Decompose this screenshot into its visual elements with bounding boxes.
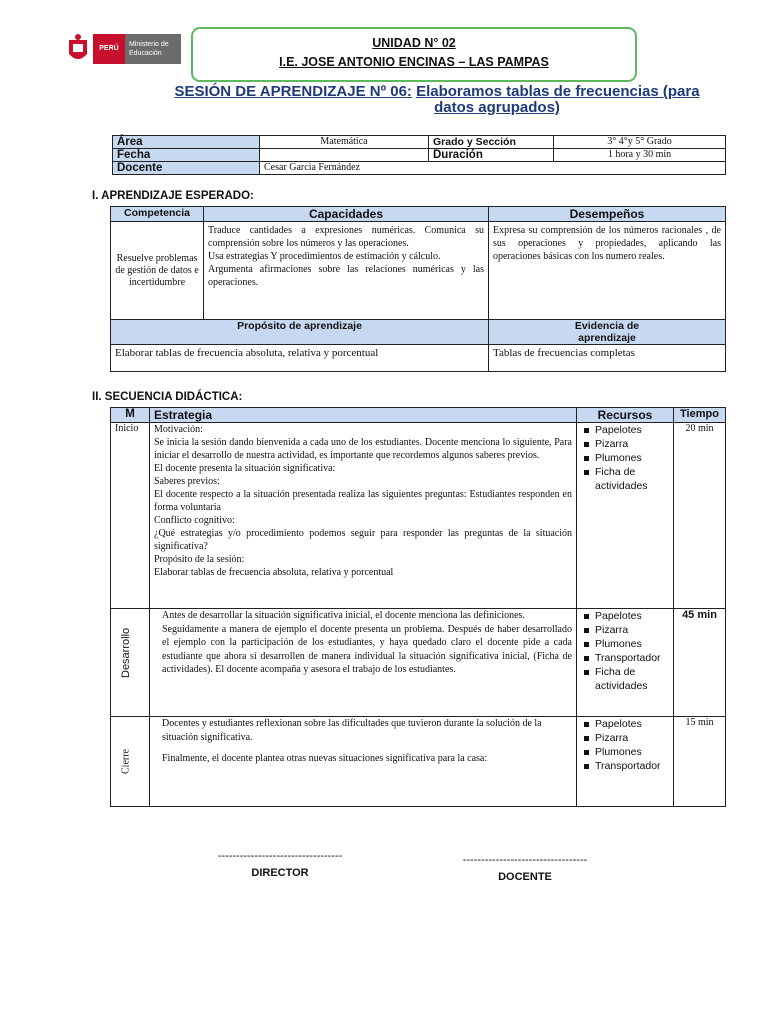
fecha-value xyxy=(260,149,429,162)
evidencia-cell: Tablas de frecuencias completas xyxy=(489,345,726,372)
fecha-label: Fecha xyxy=(113,149,260,162)
logo-ministerio-text: Ministerio de Educación xyxy=(129,41,169,57)
cierre-strategy xyxy=(150,717,577,807)
desarrollo-time: 45 min xyxy=(674,609,726,717)
m-header: M xyxy=(111,408,150,423)
institution-name: I.E. JOSE ANTONIO ENCINAS – LAS PAMPAS xyxy=(279,55,549,69)
inicio-strategy xyxy=(150,423,577,609)
docente-signature-line: ---------------------------------- xyxy=(462,854,588,866)
resource-item: Ficha de actividades xyxy=(595,665,669,693)
desempenos-header: Desempeños xyxy=(489,207,726,222)
cierre-time: 15 min xyxy=(674,717,726,807)
desarrollo-resources xyxy=(577,609,674,717)
capacidad-2: Usa estrategias Y procedimientos de estimación y cálculo. xyxy=(208,251,441,262)
section1-heading: I. APRENDIZAJE ESPERADO: xyxy=(92,190,254,202)
cierre-label-cell xyxy=(111,717,150,807)
director-label: DIRECTOR xyxy=(251,867,309,879)
area-value: Matemática xyxy=(260,136,429,149)
desarrollo-label: Desarrollo xyxy=(120,627,132,678)
resource-item: Transportador xyxy=(595,651,669,665)
inicio-line-6: Conflicto cognitivo: xyxy=(154,515,235,526)
logo-peru-text: PERÚ xyxy=(93,34,125,64)
coat-of-arms-icon xyxy=(65,32,91,66)
inicio-line-4: Saberes previos: xyxy=(154,476,220,487)
unidad-title: UNIDAD N° 02 xyxy=(372,36,456,50)
docente-signature-label: DOCENTE xyxy=(498,871,552,883)
ministry-logo xyxy=(65,30,183,68)
cierre-line-2: Finalmente, el docente plantea otras nuevas situaciones significativa para la casa: xyxy=(162,753,488,764)
capacidades-cell xyxy=(204,222,489,320)
resource-item: Pizarra xyxy=(595,437,669,451)
session-title-prefix: SESIÓN DE APRENDIZAJE Nº 06: xyxy=(174,83,412,100)
capacidades-header: Capacidades xyxy=(204,207,489,222)
desarrollo-strategy xyxy=(150,609,577,717)
inicio-label: Inicio xyxy=(111,423,150,609)
proposito-cell: Elaborar tablas de frecuencia absoluta, relativa y porcentual xyxy=(111,345,489,372)
competencia-header: Competencia xyxy=(111,207,204,222)
inicio-line-8: Propósito de la sesión: xyxy=(154,554,245,565)
proposito-header: Propósito de aprendizaje xyxy=(111,320,489,345)
resource-item: Papelotes xyxy=(595,423,669,437)
desarrollo-line-2: Seguidamente a manera de ejemplo el docente presenta un problema. Después de haber desarrollado el ejemplo con la participación de los estudiantes, y haya quedado claro el docente pide a cada estudiante que ahora sí desarrollen de manera individual la situación significativa inicial, (Ficha de actividades). El docente acompaña y asesora el trabajo de los estudiantes. xyxy=(162,623,572,675)
resource-item: Ficha de actividades xyxy=(595,465,669,493)
section2-heading: II. SECUENCIA DIDÁCTICA: xyxy=(92,391,243,403)
inicio-line-9: Elaborar tablas de frecuencia absoluta, relativa y porcentual xyxy=(154,567,394,578)
desempenos-cell: Expresa su comprensión de los números racionales , de sus operaciones y propiedades, aplicando las operaciones básicas con los numero reales. xyxy=(489,222,726,320)
learning-table xyxy=(110,206,726,372)
info-table xyxy=(112,135,726,175)
capacidad-3: Argumenta afirmaciones sobre las relaciones numéricas y las operaciones. xyxy=(208,264,484,288)
resource-item: Papelotes xyxy=(595,609,669,623)
cierre-line-1: Docentes y estudiantes reflexionan sobre las dificultades que tuvieron durante la solución de la situación significativa. xyxy=(162,718,542,743)
competencia-cell: Resuelve problemas de gestión de datos e incertidumbre xyxy=(111,222,204,320)
resource-item: Pizarra xyxy=(595,731,669,745)
session-title-rest: Elaboramos tablas de frecuencias (para xyxy=(416,83,700,100)
evidencia-header: Evidencia de aprendizaje xyxy=(489,320,726,345)
session-title xyxy=(152,84,722,116)
resource-item: Pizarra xyxy=(595,623,669,637)
inicio-line-7: ¿Qué estrategias y/o procedimiento podemos seguir para responder las preguntas de la situación significativa? xyxy=(154,528,572,552)
inicio-line-3: El docente presenta la situación significativa: xyxy=(154,463,336,474)
duracion-value: 1 hora y 30 min xyxy=(554,149,726,162)
inicio-time: 20 min xyxy=(674,423,726,609)
area-label: Área xyxy=(113,136,260,149)
cierre-label: Cierre xyxy=(120,749,132,774)
docente-label: Docente xyxy=(113,162,260,175)
didactic-sequence-table xyxy=(110,407,726,807)
director-signature-line: ---------------------------------- xyxy=(217,850,343,862)
duracion-label: Duración xyxy=(429,149,554,162)
inicio-resources xyxy=(577,423,674,609)
tiempo-header: Tiempo xyxy=(674,408,726,423)
inicio-line-5: El docente respecto a la situación presentada realiza las siguientes preguntas: Estudiantes responden en forma voluntaria xyxy=(154,489,572,513)
inicio-line-2: Se inicia la sesión dando bienvenida a cada uno de los estudiantes. Docente menciona lo siguiente, Para iniciar el desarrollo de nuestra actividad, es importante que recordemos algunos saberes previos. xyxy=(154,437,572,461)
recursos-header: Recursos xyxy=(577,408,674,423)
resource-item: Transportador xyxy=(595,759,669,773)
resource-item: Plumones xyxy=(595,637,669,651)
capacidad-1: Traduce cantidades a expresiones numéricas. Comunica su comprensión sobre los números y las operaciones. xyxy=(208,225,484,249)
desarrollo-label-cell xyxy=(111,609,150,717)
resource-item: Papelotes xyxy=(595,717,669,731)
grado-value: 3° 4°y 5° Grado xyxy=(554,136,726,149)
grado-label: Grado y Sección xyxy=(429,136,554,149)
docente-value: Cesar Garcia Fernández xyxy=(260,162,726,175)
resource-item: Plumones xyxy=(595,451,669,465)
resource-item: Plumones xyxy=(595,745,669,759)
session-title-line2: datos agrupados) xyxy=(434,99,560,116)
estrategia-header: Estrategia xyxy=(150,408,577,423)
desarrollo-line-1: Antes de desarrollar la situación significativa inicial, el docente menciona las definiciones. xyxy=(162,610,525,621)
cierre-resources xyxy=(577,717,674,807)
inicio-line-1: Motivación: xyxy=(154,424,203,435)
unit-header-box xyxy=(191,27,637,82)
